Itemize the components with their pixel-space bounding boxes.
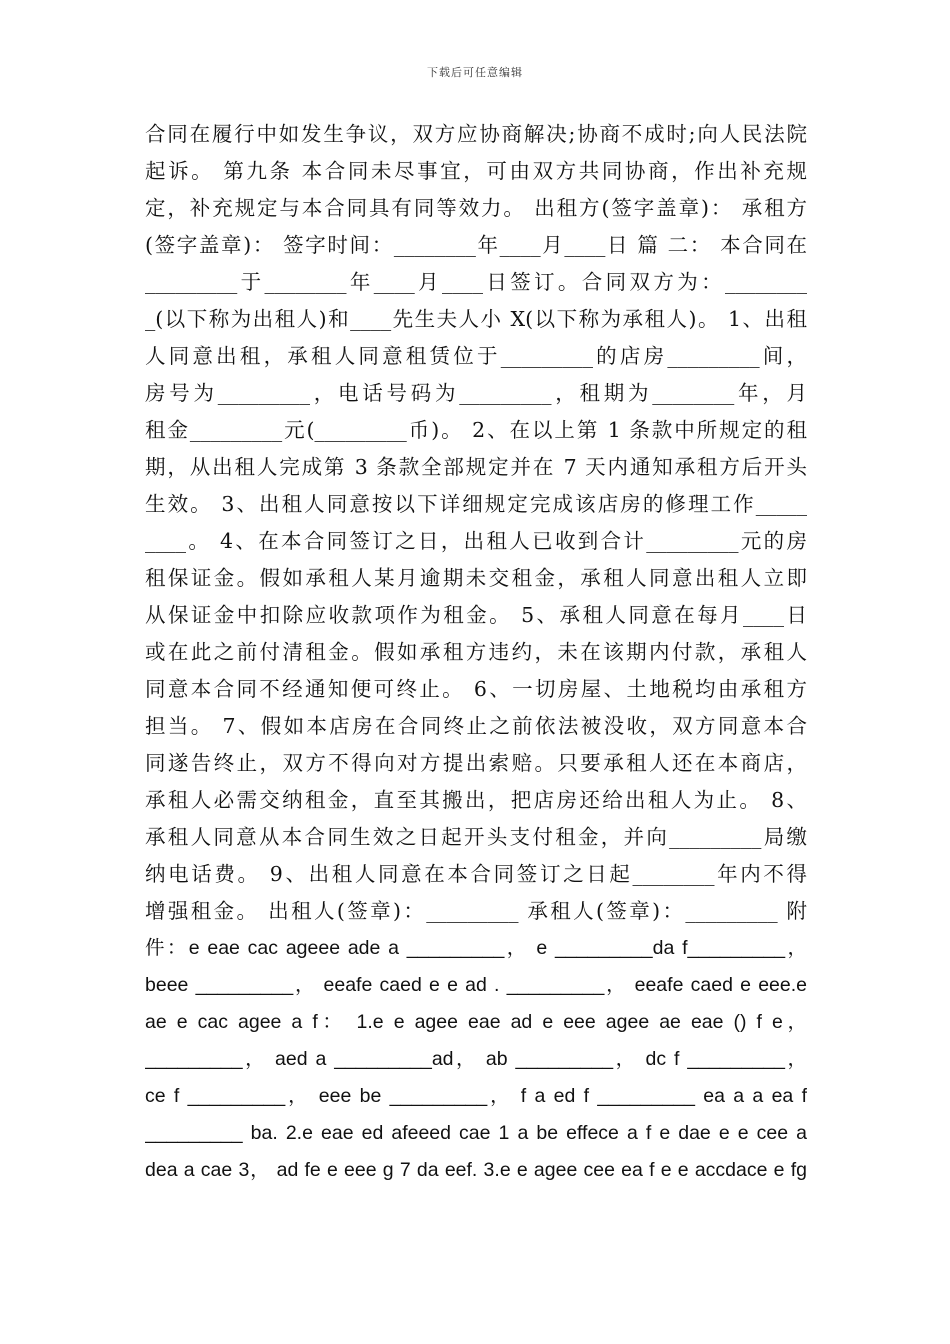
body-line-15: 或在此之前付清租金。假如承租方违约，未在该期内付款，承租人 — [145, 640, 807, 664]
body-line-5: _________于________年____月____日签订。合同双方为：________ — [145, 270, 807, 294]
body-line-14: 从保证金中扣除应收款项作为租金。 5、承租人同意在每月____日 — [145, 603, 807, 627]
page-header-note: 下载后可任意编辑 — [427, 66, 523, 79]
body-line-12: ____。 4、在本合同签订之日，出租人已收到合计_________元的房 — [145, 529, 807, 553]
body-line-1: 合同在履行中如发生争议，双方应协商解决;协商不成时;向人民法院 — [145, 122, 807, 146]
body-line-26: _________， aed a _________ad， ab _________， dc f _________， — [145, 1048, 807, 1070]
body-line-20: 承租人同意从本合同生效之日起开头支付租金，并向_________局缴 — [145, 825, 807, 849]
body-line-16: 同意本合同不经通知便可终止。 6、一切房屋、土地税均由承租方 — [145, 677, 807, 701]
body-line-2: 起诉。 第九条 本合同未尽事宜，可由双方共同协商，作出补充规 — [145, 159, 807, 183]
body-line-24: beee _________， eeafe caed e e ad . _________， eeafe caed e eee.e — [145, 974, 807, 996]
body-line-19: 承租人必需交纳租金，直至其搬出，把店房还给出租人为止。 8、 — [145, 788, 807, 812]
body-line-8: 房号为_________，电话号码为_________，租期为________年，月 — [145, 381, 807, 405]
body-line-6: _(以下称为出租人)和____先生夫人小 X(以下称为承租人)。 1、出租 — [145, 307, 807, 331]
body-line-21: 纳电话费。 9、出租人同意在本合同签订之日起________年内不得 — [145, 862, 807, 886]
body-line-29: dea a cae 3， ad fe e eee g 7 da eef. 3.e e agee cee ea f e e accdace e fg — [145, 1159, 807, 1181]
body-line-23: 件：e eae cac ageee ade a _________， e _________da f_________， — [145, 937, 807, 959]
body-line-13: 租保证金。假如承租人某月逾期未交租金，承租人同意出租人立即 — [145, 566, 807, 590]
body-line-17: 担当。 7、假如本店房在合同终止之前依法被没收，双方同意本合 — [145, 714, 807, 738]
body-line-27: ce f _________， eee be _________， f a ed f _________ ea a a ea f — [145, 1085, 807, 1107]
body-line-22: 增强租金。 出租人(签章)：_________ 承租人(签章)：_________ 附 — [145, 899, 807, 923]
body-line-3: 定，补充规定与本合同具有同等效力。 出租方(签字盖章)： 承租方 — [145, 196, 807, 220]
body-line-9: 租金_________元(_________币)。 2、在以上第 1 条款中所规定的租 — [145, 418, 807, 442]
body-line-11: 生效。 3、出租人同意按以下详细规定完成该店房的修理工作_____ — [145, 492, 807, 516]
body-line-7: 人同意出租，承租人同意租赁位于_________的店房_________间， — [145, 344, 807, 368]
body-line-4: (签字盖章)： 签字时间：________年____月____日 篇 二： 本合同在 — [145, 233, 807, 257]
contract-body — [145, 116, 807, 1189]
body-line-10: 期，从出租人完成第 3 条款全部规定并在 7 天内通知承租方后开头 — [145, 455, 807, 479]
body-line-28: _________ ba. 2.e eae ed afeeed cae 1 a be effece a f e dae e e cee a — [145, 1122, 807, 1144]
body-line-25: ae e cac agee a f： 1.e e agee eae ad e eee agee ae eae () f e， — [145, 1011, 807, 1033]
body-line-18: 同遂告终止，双方不得向对方提出索赔。只要承租人还在本商店， — [145, 751, 807, 775]
